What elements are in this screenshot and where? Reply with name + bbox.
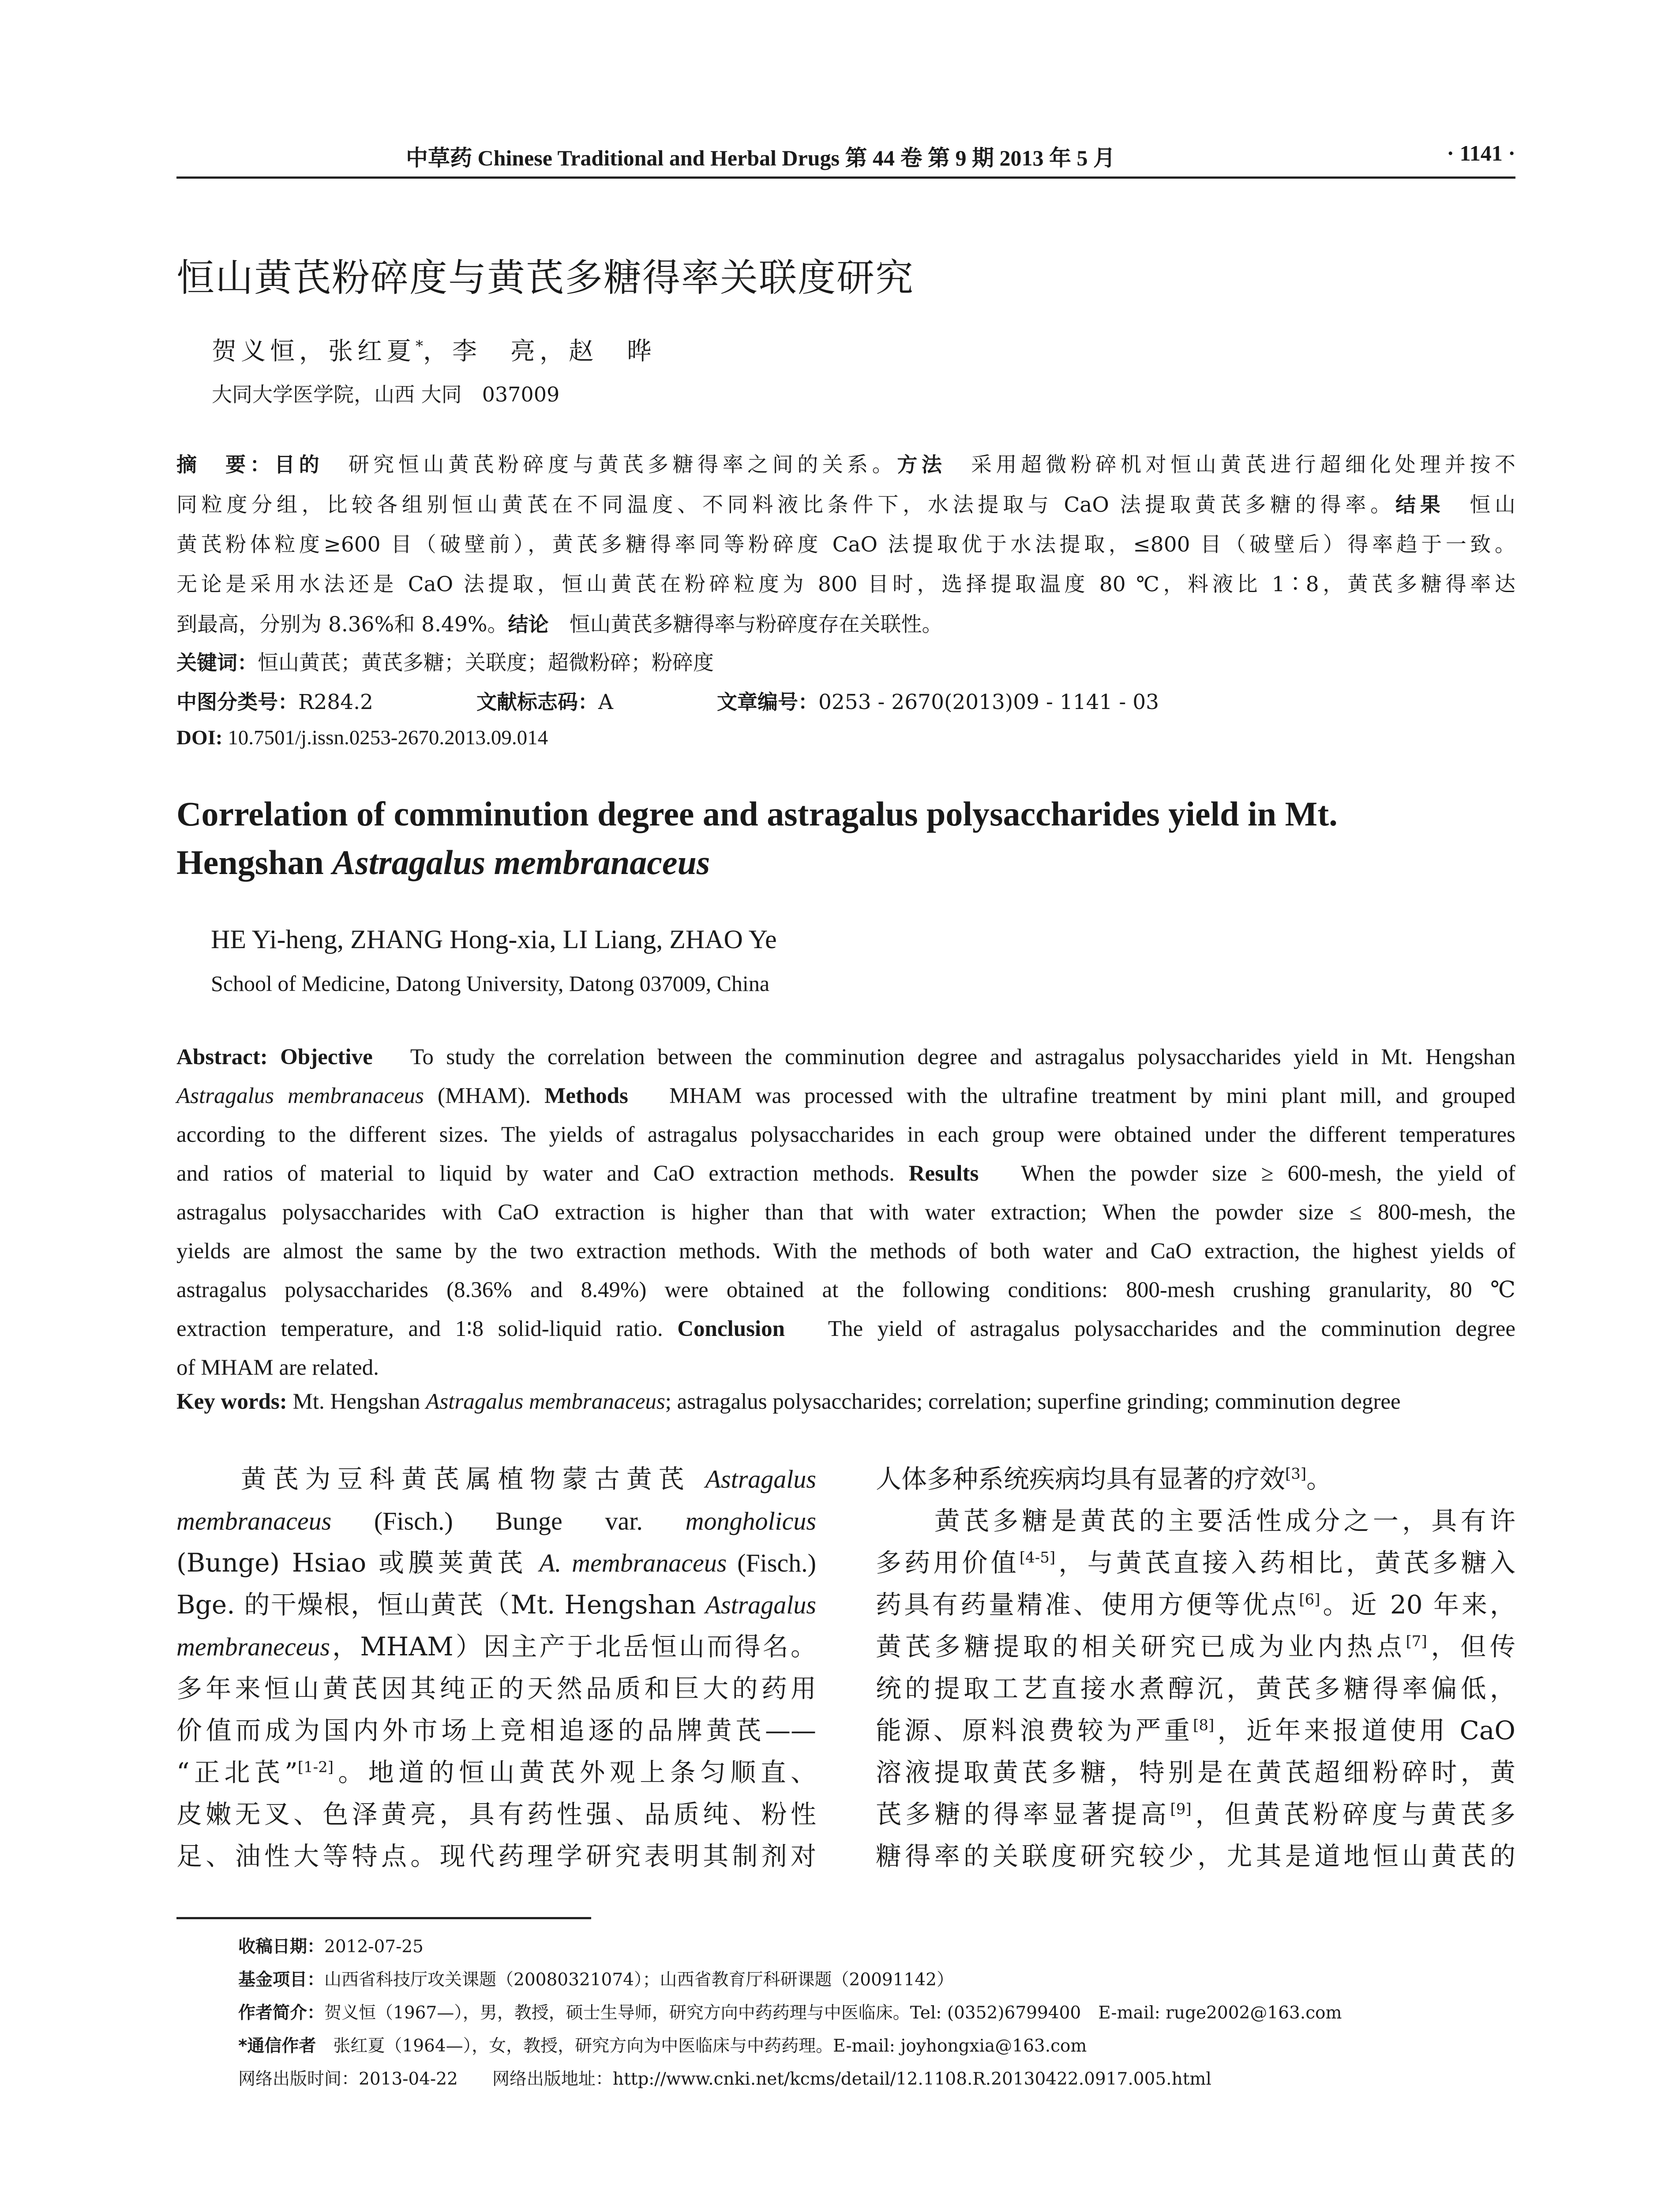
abstract-line: of MHAM are related. xyxy=(176,1355,379,1380)
body-line: 溶液提取黄芪多糖，特别是在黄芪超细粉碎时，黄 xyxy=(876,1757,1515,1787)
online-publication: 网络出版时间：2013-04-22 网络出版地址：http://www.cnki.net/kcms/detail/12.1108.R.20130422.0917.005.html xyxy=(238,2069,1211,2089)
objective-label: 目的 xyxy=(274,453,324,476)
methods-label: Methods xyxy=(544,1084,628,1108)
english-title-line: Correlation of comminution degree and astragalus polysaccharides yield in Mt. xyxy=(176,795,1338,833)
species-name: membranaceus xyxy=(176,1507,332,1535)
english-abstract xyxy=(176,1038,1515,1387)
abstract-text: To study the correlation between the comminution degree and astragalus polysaccharides yield in Mt. Hengshan xyxy=(410,1045,1516,1069)
body-line xyxy=(876,1626,1515,1668)
abstract-line xyxy=(176,1038,1515,1077)
chinese-title: 恒山黄芪粉碎度与黄芪多糖得率关联度研究 xyxy=(176,256,914,300)
citation-ref: [3] xyxy=(1285,1465,1307,1483)
author-names-tail: ，李 亮，赵 晔 xyxy=(423,337,656,366)
running-header xyxy=(176,140,1515,176)
body-text: (Fisch.) Bunge var. xyxy=(331,1507,686,1535)
body-column-left xyxy=(176,1458,816,1877)
abstract-text: The yield of astragalus polysaccharides and the comminution degree xyxy=(828,1317,1515,1341)
author-names: 贺义恒，张红夏 xyxy=(212,337,416,366)
document-code xyxy=(476,686,613,715)
english-keywords xyxy=(176,1389,1515,1414)
english-title xyxy=(176,790,1515,887)
abstract-line xyxy=(176,1154,1515,1193)
species-name: Astragalus membranaceus xyxy=(426,1389,665,1414)
body-text: ，但传 xyxy=(1427,1632,1515,1662)
body-text: ，MHAM）因主产于北岳恒山而得名。 xyxy=(330,1632,816,1662)
chinese-affiliation: 大同大学医学院，山西 大同 037009 xyxy=(212,383,560,406)
abstract-line: yields are almost the same by the two extraction methods. With the methods of both water and CaO extraction, the highest yields of xyxy=(176,1239,1515,1264)
author-bio xyxy=(238,1996,1342,2030)
body-column-right xyxy=(876,1458,1515,1877)
abstract-line xyxy=(176,604,1515,645)
chinese-abstract xyxy=(176,445,1515,645)
body-line xyxy=(176,1626,816,1668)
abstract-text: 恒山黄芪多糖得率与粉碎度存在关联性。 xyxy=(569,612,943,637)
citation-ref: [9] xyxy=(1170,1800,1192,1818)
body-line xyxy=(876,1458,1515,1500)
author-bio-value: 贺义恒（1967—），男，教授，硕士生导师，研究方向中药药理与中医临床。Tel: (0352)6799400 E-mail: ruge2002@163.com xyxy=(324,2003,1342,2023)
chinese-keywords xyxy=(176,646,714,676)
body-line xyxy=(876,1793,1515,1835)
doc-code-label: 文献标志码： xyxy=(476,690,598,714)
header-rule xyxy=(176,176,1515,179)
body-line xyxy=(176,1584,816,1626)
body-line xyxy=(876,1710,1515,1752)
species-name: mongholicus xyxy=(685,1507,816,1535)
body-text: 药具有药量精准、使用方便等优点 xyxy=(876,1590,1299,1620)
body-line: 糖得率的关联度研究较少，尤其是道地恒山黄芪的 xyxy=(876,1841,1515,1871)
conclusion-label: Conclusion xyxy=(677,1317,785,1341)
english-authors: HE Yi-heng, ZHANG Hong-xia, LI Liang, ZHAO Ye xyxy=(211,925,777,954)
species-name: Astragalus xyxy=(705,1591,816,1619)
body-text: 黄芪多糖提取的相关研究已成为业内热点 xyxy=(876,1632,1406,1662)
body-line: 多年来恒山黄芪因其纯正的天然品质和巨大的药用 xyxy=(176,1673,816,1703)
fund-value: 山西省科技厅攻关课题（20080321074）；山西省教育厅科研课题（20091142） xyxy=(324,1970,954,1990)
body-text: 。 xyxy=(1306,1464,1332,1494)
body-line xyxy=(876,1500,1515,1542)
abstract-text: 采用超微粉碎机对恒山黄芪进行超细化处理并按不 xyxy=(971,453,1516,477)
title-text: Hengshan xyxy=(176,843,333,882)
body-text: ，与黄芪直接入药相比，黄芪多糖入 xyxy=(1055,1548,1515,1578)
body-text: 。地道的恒山黄芪外观上条匀顺直、 xyxy=(334,1757,816,1787)
page-number: · 1141 · xyxy=(1447,141,1515,165)
abstract-label: 摘 要： xyxy=(176,453,275,476)
body-line: 足、油性大等特点。现代药理学研究表明其制剂对 xyxy=(176,1841,816,1871)
citation-ref: [4-5] xyxy=(1019,1549,1056,1567)
methods-label: 方法 xyxy=(897,453,946,476)
conclusion-label: 结论 xyxy=(508,612,549,636)
species-name: Astragalus xyxy=(705,1465,816,1493)
abstract-line xyxy=(176,1077,1515,1115)
body-text: 芪多糖的得率显著提高 xyxy=(876,1799,1170,1829)
citation-ref: [8] xyxy=(1193,1716,1215,1734)
body-text: 黄芪多糖是黄芪的主要活性成分之一，具有许 xyxy=(934,1506,1515,1536)
keywords-label: 关键词： xyxy=(176,651,258,675)
species-name: Astragalus membranaceus xyxy=(176,1084,424,1108)
body-line xyxy=(876,1584,1515,1626)
article-no-value: 0253 - 2670(2013)09 - 1141 - 03 xyxy=(818,690,1159,714)
body-text: 能源、原料浪费较为严重 xyxy=(876,1715,1193,1745)
title-species: Astragalus membranaceus xyxy=(332,843,710,882)
abstract-text: When the powder size ≥ 600-mesh, the yield of xyxy=(1021,1161,1516,1186)
footnote-rule xyxy=(176,1917,591,1919)
species-name: membraneceus xyxy=(176,1632,330,1661)
abstract-text: and ratios of material to liquid by water and CaO extraction methods. xyxy=(176,1161,909,1186)
abstract-text: (MHAM). xyxy=(424,1084,545,1108)
corresponding-mark: * xyxy=(416,337,423,355)
body-text: 黄芪为豆科黄芪属植物蒙古黄芪 xyxy=(240,1464,705,1494)
journal-info: 中草药 Chinese Traditional and Herbal Drugs 第 44 卷 第 9 期 2013 年 5 月 xyxy=(406,146,1115,170)
abstract-text: extraction temperature, and 1∶8 solid-liquid ratio. xyxy=(176,1317,678,1341)
abstract-line: astragalus polysaccharides with CaO extraction is higher than that with water extraction; When the powder size ≤ 800-mesh, the xyxy=(176,1200,1515,1225)
article-number xyxy=(717,686,1159,715)
body-text: ，但黄芪粉碎度与黄芪多 xyxy=(1191,1799,1515,1829)
received-date xyxy=(238,1930,1342,1963)
body-text: “正北芪” xyxy=(176,1757,298,1787)
author-bio-label: 作者简介： xyxy=(238,2003,325,2023)
doi xyxy=(176,726,548,750)
fund-project xyxy=(238,1963,1342,1996)
body-text: 多药用价值 xyxy=(876,1548,1020,1578)
class-label: 中图分类号： xyxy=(176,690,298,714)
abstract-line xyxy=(176,1309,1515,1348)
abstract-text: 研究恒山黄芪粉碎度与黄芪多糖得率之间的关系。 xyxy=(348,453,897,477)
body-line: 统的提取工艺直接水煮醇沉，黄芪多糖得率偏低， xyxy=(876,1673,1515,1703)
body-text: Bge. 的干燥根，恒山黄芪（Mt. Hengshan xyxy=(176,1590,705,1620)
keywords-text: ; astragalus polysaccharides; correlation; superfine grinding; comminution degree xyxy=(665,1389,1401,1414)
class-value: R284.2 xyxy=(298,690,373,714)
body-line xyxy=(176,1542,816,1584)
body-line xyxy=(176,1752,816,1793)
citation-ref: [1-2] xyxy=(297,1758,334,1776)
received-value: 2012-07-25 xyxy=(324,1937,424,1957)
corresponding-label: *通信作者 xyxy=(238,2036,316,2056)
abstract-text: 恒山 xyxy=(1470,493,1516,517)
body-text: (Bunge) Hsiao 或膜荚黄芪 xyxy=(176,1548,540,1578)
chinese-authors xyxy=(212,332,656,367)
abstract-line: 无论是采用水法还是 CaO 法提取，恒山黄芪在粉碎粒度为 800 目时，选择提取温度 80 ℃，料液比 1∶8，黄芪多糖得率达 xyxy=(176,572,1515,597)
results-label: 结果 xyxy=(1395,493,1445,517)
abstract-label: Abstract: Objective xyxy=(176,1045,373,1069)
body-text: (Fisch.) xyxy=(727,1549,816,1577)
keywords-text: 恒山黄芪；黄芪多糖；关联度；超微粉碎；粉碎度 xyxy=(258,651,714,675)
corresponding-value: 张红夏（1964—），女，教授，研究方向为中医临床与中药药理。E-mail: joyhongxia@163.com xyxy=(316,2036,1087,2056)
abstract-text: 到最高，分别为 8.36%和 8.49%。 xyxy=(176,612,508,637)
species-name: A. membranaceus xyxy=(539,1549,727,1577)
results-label: Results xyxy=(908,1161,979,1186)
classification-row xyxy=(176,686,1515,721)
citation-ref: [7] xyxy=(1406,1632,1427,1651)
abstract-text: 同粒度分组，比较各组别恒山黄芪在不同温度、不同料液比条件下，水法提取与 CaO 法提取黄芪多糖的得率。 xyxy=(176,493,1395,517)
doc-code-value: A xyxy=(598,690,613,714)
citation-ref: [6] xyxy=(1299,1591,1320,1609)
class-number xyxy=(176,686,373,715)
abstract-line xyxy=(176,445,1515,485)
body-line xyxy=(176,1458,816,1500)
doi-value: 10.7501/j.issn.0253-2670.2013.09.014 xyxy=(222,726,548,749)
body-text: 人体多种系统疾病均具有显著的疗效 xyxy=(876,1464,1286,1494)
keywords-label: Key words: xyxy=(176,1389,287,1414)
keywords-text: Mt. Hengshan xyxy=(287,1389,426,1414)
english-affiliation: School of Medicine, Datong University, Datong 037009, China xyxy=(211,971,770,996)
body-line: 皮嫩无叉、色泽黄亮，具有药性强、品质纯、粉性 xyxy=(176,1799,816,1829)
article-no-label: 文章编号： xyxy=(717,690,818,714)
body-text: ，近年来报道使用 CaO xyxy=(1214,1715,1515,1745)
corresponding-author xyxy=(238,2030,1342,2063)
abstract-line: astragalus polysaccharides (8.36% and 8.49%) were obtained at the following conditions: 800-mesh crushing granularity, 80 ℃ xyxy=(176,1278,1515,1302)
body-line xyxy=(176,1500,816,1542)
abstract-text: MHAM was processed with the ultrafine treatment by mini plant mill, and grouped xyxy=(669,1084,1516,1108)
body-line: 价值而成为国内外市场上竞相追逐的品牌黄芪—— xyxy=(176,1715,816,1745)
abstract-line: according to the different sizes. The yields of astragalus polysaccharides in each group were obtained under the different temperatures xyxy=(176,1122,1515,1147)
english-title-line xyxy=(176,838,1515,887)
body-line xyxy=(876,1542,1515,1584)
footnotes xyxy=(238,1930,1342,2096)
fund-label: 基金项目： xyxy=(238,1970,325,1990)
received-label: 收稿日期： xyxy=(238,1937,325,1957)
abstract-line: 黄芪粉体粒度≥600 目（破壁前），黄芪多糖得率同等粉碎度 CaO 法提取优于水法提取，≤800 目（破壁后）得率趋于一致。 xyxy=(176,533,1515,557)
doi-label: DOI: xyxy=(176,726,223,749)
abstract-line xyxy=(176,485,1515,525)
body-text: 。近 20 年来， xyxy=(1320,1590,1515,1620)
